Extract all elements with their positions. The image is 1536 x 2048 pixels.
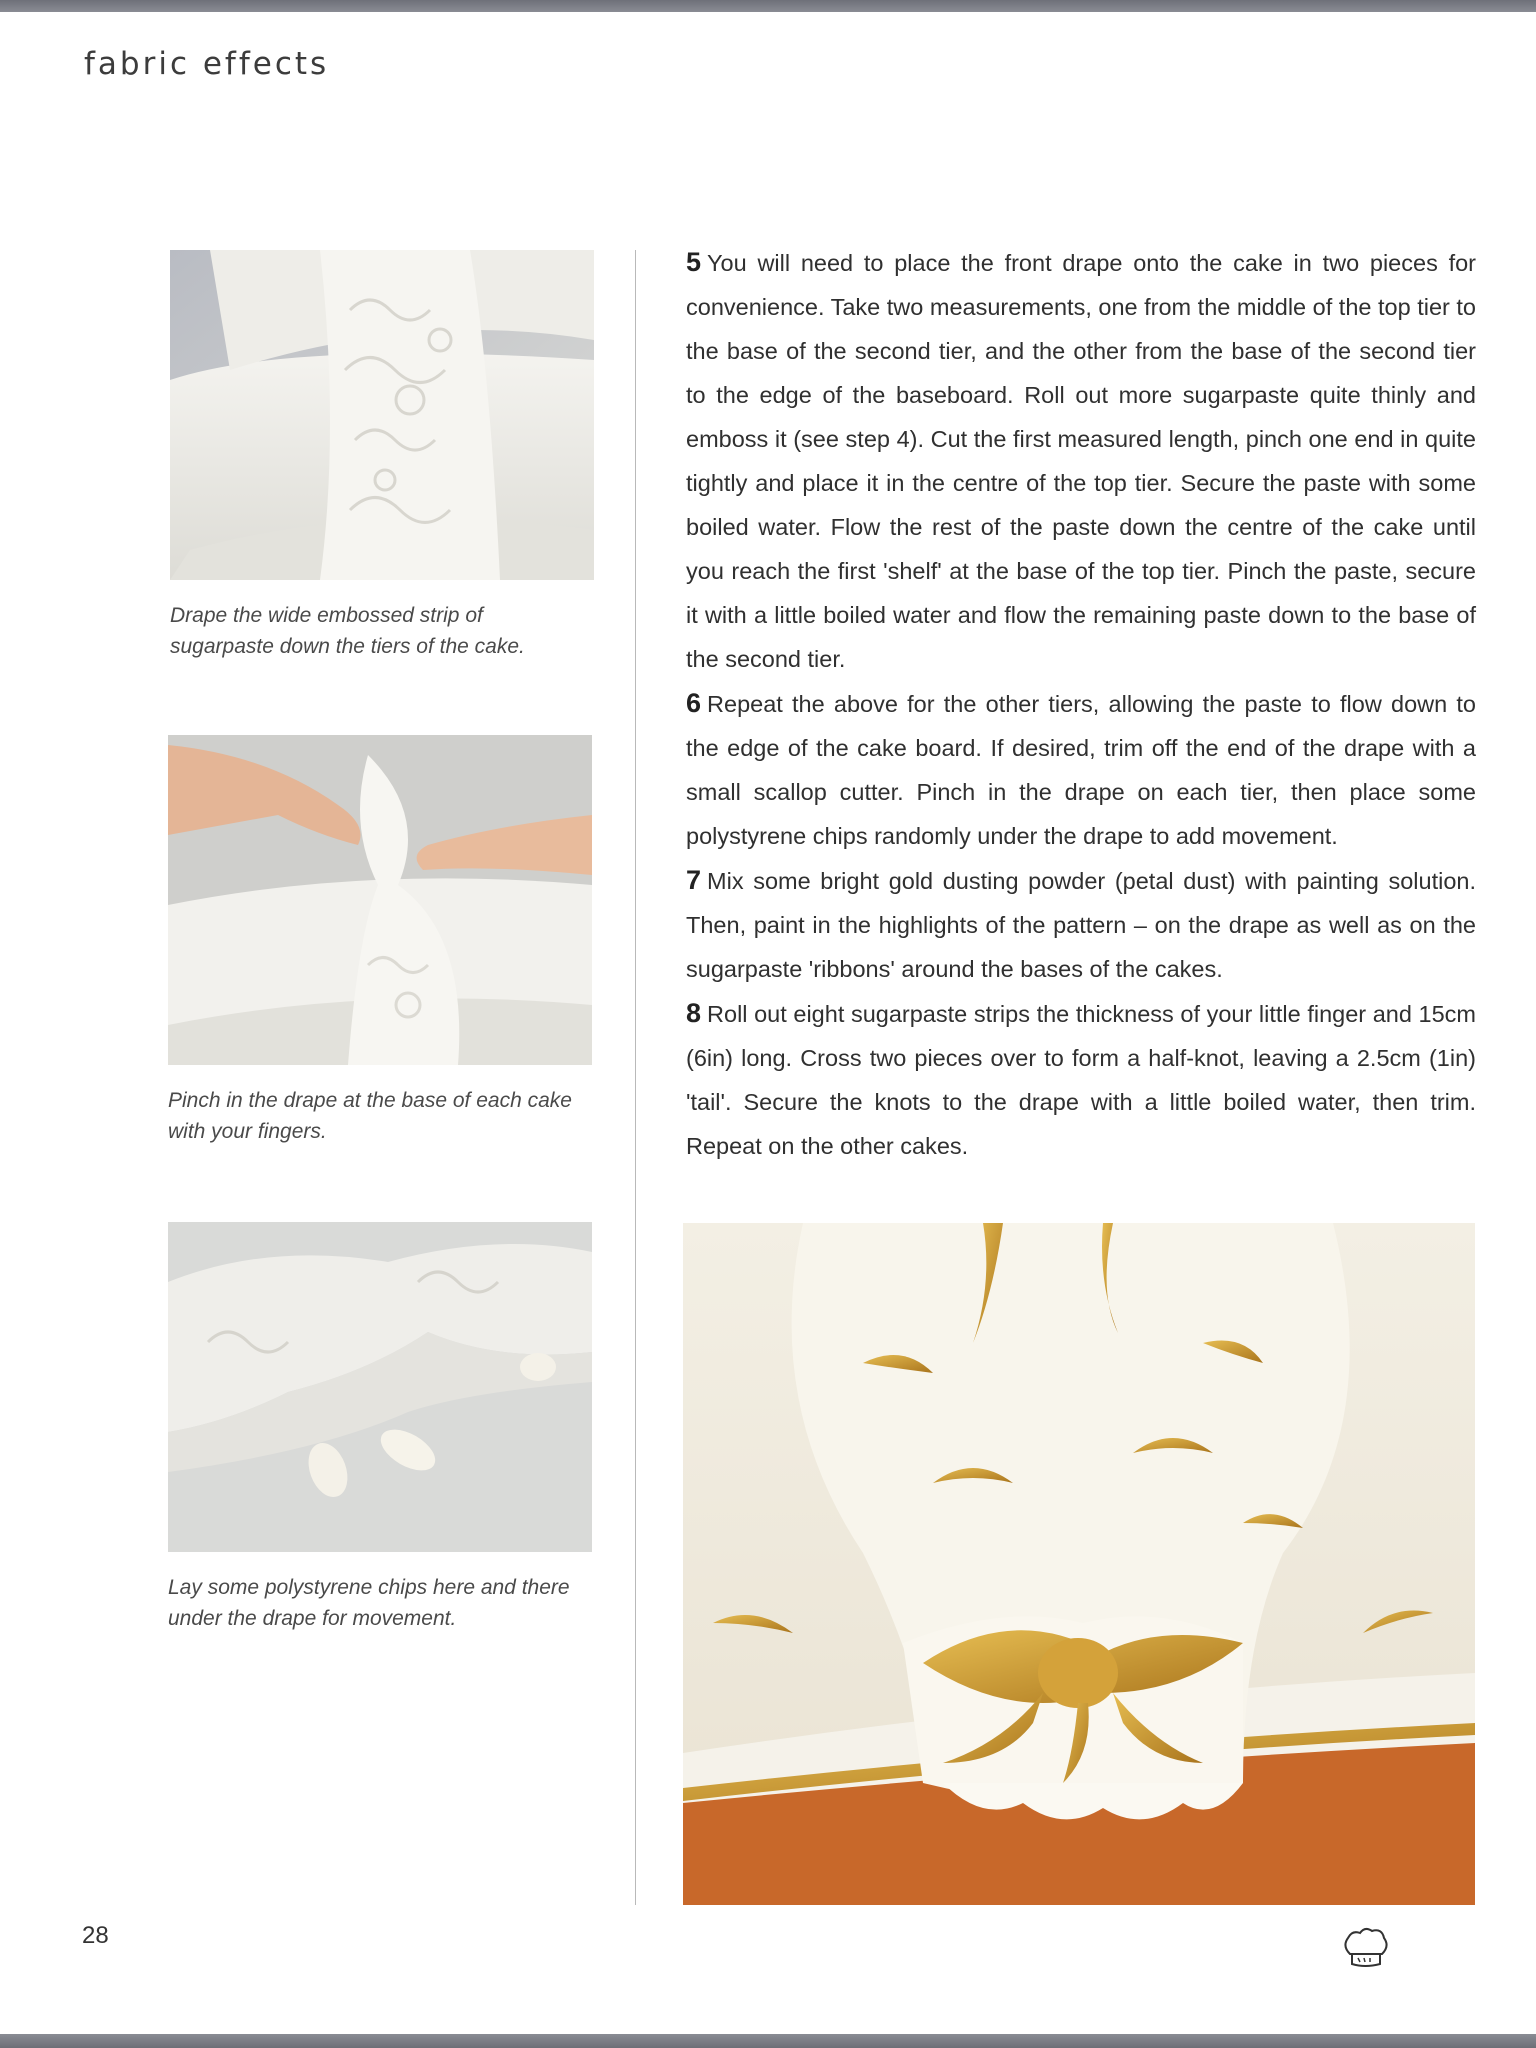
running-head: fabric effects xyxy=(84,46,330,82)
photo-gold-knot-illustration xyxy=(683,1223,1475,1905)
column-divider xyxy=(635,250,636,1905)
scan-top-edge xyxy=(0,0,1536,12)
photo-polystyrene-chips-illustration xyxy=(168,1222,592,1552)
page-number: 28 xyxy=(82,1922,109,1949)
step-7 xyxy=(686,858,1476,991)
step-6 xyxy=(686,681,1476,858)
step-number: 7 xyxy=(686,865,702,895)
step-5 xyxy=(686,240,1476,681)
chef-hat-icon xyxy=(1340,1924,1390,1972)
photo-pinch-drape-illustration xyxy=(168,735,592,1065)
photo-drape-tiers-caption: Drape the wide embossed strip of sugarpaste down the tiers of the cake. xyxy=(170,604,525,658)
polystyrene-chip xyxy=(520,1353,556,1381)
photo-polystyrene-chips xyxy=(168,1222,592,1552)
photo-polystyrene-chips-caption: Lay some polystyrene chips here and there under the drape for movement. xyxy=(168,1576,570,1630)
step-number: 8 xyxy=(686,998,702,1028)
step-text: Repeat the above for the other tiers, allowing the paste to flow down to the edge of the cake board. If desired, trim off the end of the drape with a small scallop cutter. Pinch in the drape on each tier, then place some polystyrene chips randomly under the drape to add movement. xyxy=(686,691,1476,849)
instruction-steps xyxy=(686,240,1476,1168)
step-number: 6 xyxy=(686,688,702,718)
scan-bottom-edge xyxy=(0,2034,1536,2048)
photo-pinch-drape-caption: Pinch in the drape at the base of each cake with your fingers. xyxy=(168,1089,572,1143)
step-text: Mix some bright gold dusting powder (petal dust) with painting solution. Then, paint in the highlights of the pattern – on the drape as well as on the sugarpaste 'ribbons' around the bases of the cakes. xyxy=(686,868,1476,982)
step-number: 5 xyxy=(686,247,702,277)
photo-drape-tiers xyxy=(170,250,594,580)
step-text: Roll out eight sugarpaste strips the thickness of your little finger and 15cm (6in) long. Cross two pieces over to form a half-knot, leaving a 2.5cm (1in) 'tail'. Secure the knots to the drape with a little boiled water, then trim. Repeat on the other cakes. xyxy=(686,1001,1476,1159)
step-text: You will need to place the front drape onto the cake in two pieces for convenience. Take two measurements, one from the middle of the top tier to the base of the second tier, and the other from the base of the second tier to the edge of the baseboard. Roll out more sugarpaste quite thinly and emboss it (see step 4). Cut the first measured length, pinch one end in quite tightly and place it in the centre of the top tier. Secure the paste with some boiled water. Flow the rest of the paste down the centre of the cake until you reach the first 'shelf' at the base of the top tier. Pinch the paste, secure it with a little boiled water and flow the remaining paste down to the base of the second tier. xyxy=(686,250,1476,672)
step-8 xyxy=(686,991,1476,1168)
photo-drape-tiers-illustration xyxy=(170,250,594,580)
photo-gold-knot xyxy=(683,1223,1475,1905)
photo-pinch-drape xyxy=(168,735,592,1065)
